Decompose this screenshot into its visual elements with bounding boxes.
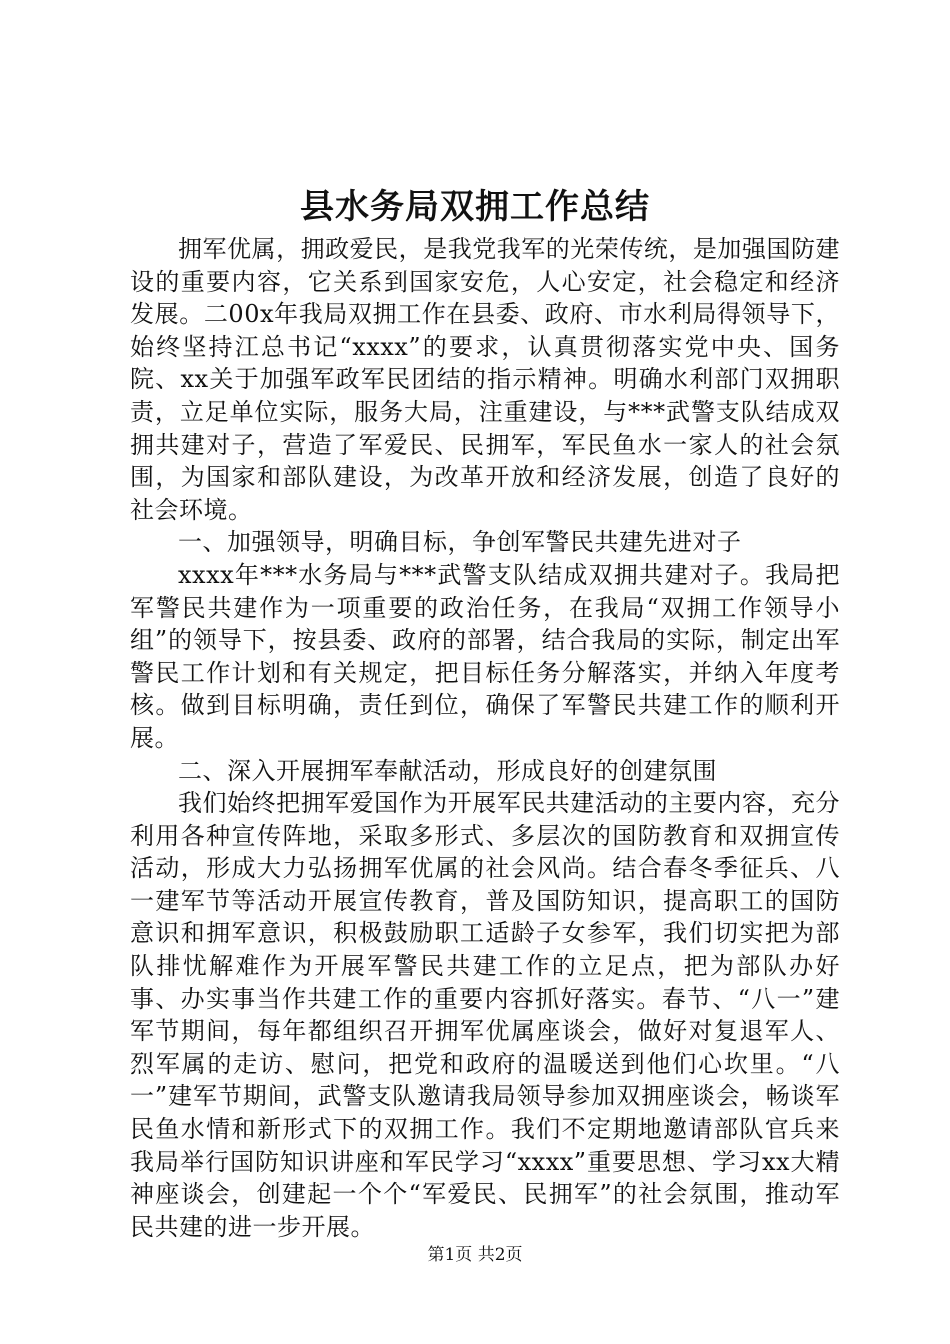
section-1-paragraph: xxxx年***水务局与***武警支队结成双拥共建对子。我局把军警民共建作为一项重要的政治任务，在我局“双拥工作领导小组”的领导下，按县委、政府的部署，结合我局的实际，制定出军警民工作计划和有关规定，把目标任务分解落实，并纳入年度考核。做到目标明确，责任到位，确保了军警民共建工作的顺利开展。: [130, 560, 840, 752]
section-2-paragraph: 我们始终把拥军爱国作为开展军民共建活动的主要内容，充分利用各种宣传阵地，采取多形式、多层次的国防教育和双拥宣传活动，形成大力弘扬拥军优属的社会风尚。结合春冬季征兵、八一建军节等活动开展宣传教育，普及国防知识，提高职工的国防意识和拥军意识，积极鼓励职工适龄子女参军，我们切实把为部队排忧解难作为开展军警民共建工作的立足点，把为部队办好事、办实事当作共建工作的重要内容抓好落实。春节、“八一”建军节期间，每年都组织召开拥军优属座谈会，做好对复退军人、烈军属的走访、慰问，把党和政府的温暖送到他们心坎里。“八一”建军节期间，武警支队邀请我局领导参加双拥座谈会，畅谈军民鱼水情和新形式下的双拥工作。我们不定期地邀请部队官兵来我局举行国防知识讲座和军民学习“xxxx”重要思想、学习xx大精神座谈会，创建起一个个“军爱民、民拥军”的社会氛围，推动军民共建的进一步开展。: [130, 789, 840, 1241]
document-title: 县水务局双拥工作总结: [300, 187, 650, 227]
document-body: [130, 233, 840, 1243]
page-number-footer: 第1页 共2页: [427, 1245, 523, 1265]
section-heading-1: 一、加强领导，明确目标，争创军警民共建先进对子: [178, 528, 742, 557]
section-heading-2: 二、深入开展拥军奉献活动，形成良好的创建氛围: [178, 756, 717, 785]
intro-paragraph: 拥军优属，拥政爱民，是我党我军的光荣传统，是加强国防建设的重要内容，它关系到国家安危，人心安定，社会稳定和经济发展。二00x年我局双拥工作在县委、政府、市水利局得领导下，始终坚持江总书记“xxxx”的要求，认真贯彻落实党中央、国务院、xx关于加强军政军民团结的指示精神。明确水利部门双拥职责，立足单位实际，服务大局，注重建设，与***武警支队结成双拥共建对子，营造了军爱民、民拥军，军民鱼水一家人的社会氛围，为国家和部队建设，为改革开放和经济发展，创造了良好的社会环境。: [130, 235, 840, 524]
